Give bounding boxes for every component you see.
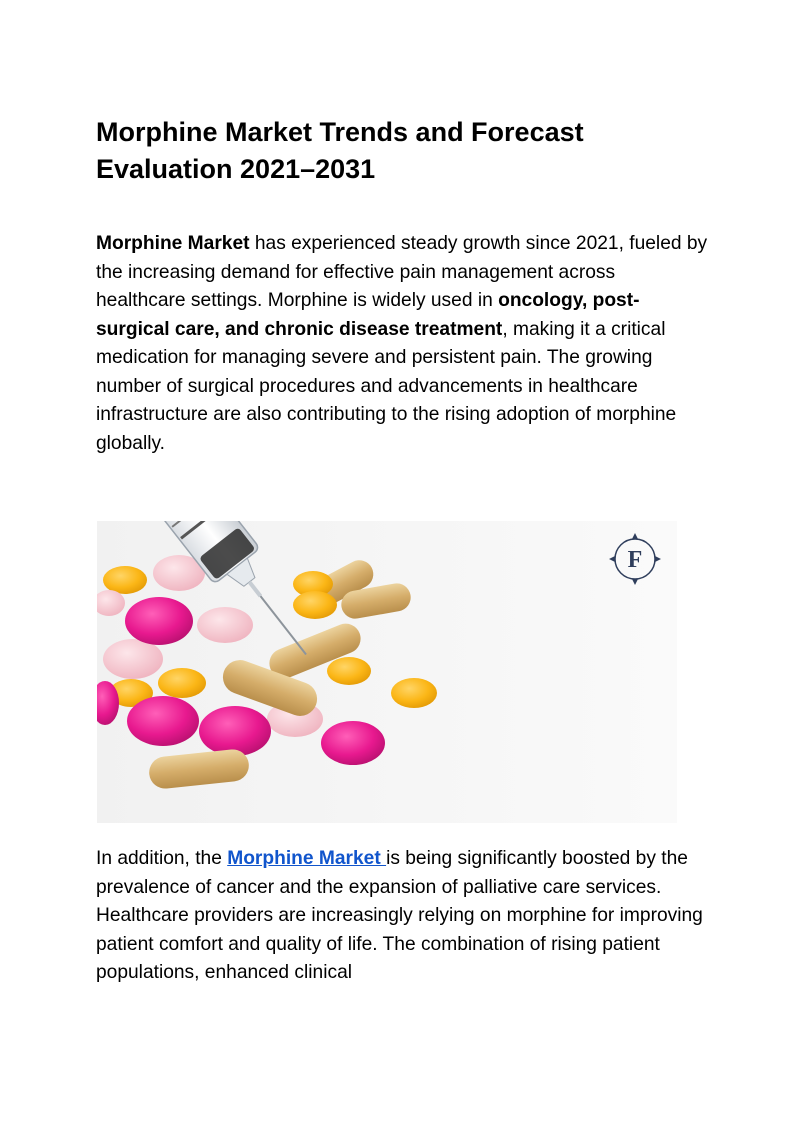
intro-text-b: , making it a critical medication for managing severe and persistent pain. The growing number of surgical procedures and advancements in healthcare infrastructure are also contributing to the rising adoption of morphine globally. bbox=[96, 318, 677, 454]
pill-pink bbox=[103, 639, 163, 679]
logo-letter: F bbox=[627, 547, 643, 573]
pill-yellow bbox=[103, 566, 147, 594]
intro-lead-bold: Morphine Market bbox=[96, 233, 250, 254]
pill-magenta bbox=[321, 721, 385, 765]
second-text-b: is being significantly boosted by the prevalence of cancer and the expansion of palliative care services. Healthcare providers are increasingly relying on morphine for improving patient comfort and quality of life. The combination of rising patient populations, enhanced clinical bbox=[96, 848, 703, 983]
second-text-a: In addition, the bbox=[96, 848, 228, 869]
morphine-market-link[interactable]: Morphine Market bbox=[227, 848, 387, 869]
page-title: Morphine Market Trends and Forecast Evaluation 2021–2031 bbox=[96, 117, 584, 184]
second-paragraph bbox=[96, 845, 708, 988]
intro-paragraph bbox=[96, 230, 708, 458]
pills-illustration bbox=[97, 521, 677, 823]
intro-text-a: has experienced steady growth since 2021, fueled by the increasing demand for effective pain management across healthcare settings. Morphine is widely used in bbox=[96, 233, 708, 311]
intro-emphasis-bold: oncology, post-surgical care, and chronic disease treatment bbox=[96, 290, 640, 340]
pill-magenta bbox=[199, 706, 271, 756]
pill-yellow bbox=[158, 668, 206, 698]
pill-yellow bbox=[327, 657, 371, 685]
pill-pink bbox=[197, 607, 253, 643]
pill-magenta bbox=[125, 597, 193, 645]
pill-yellow bbox=[391, 678, 437, 708]
pill-magenta bbox=[127, 696, 199, 746]
pills-syringe-image bbox=[97, 521, 677, 823]
pill-yellow bbox=[293, 591, 337, 619]
